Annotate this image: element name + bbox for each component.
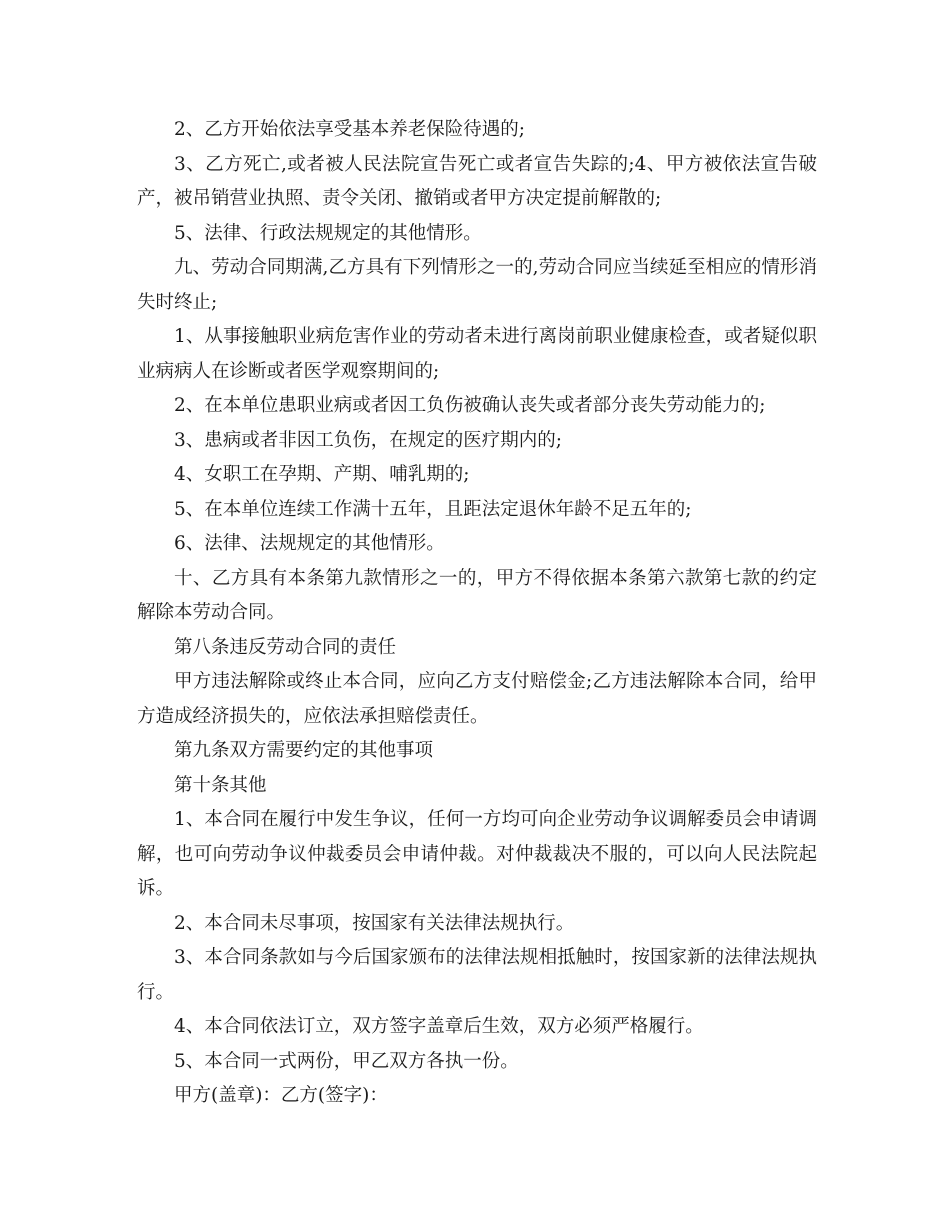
clause-paragraph: 3、乙方死亡,或者被人民法院宣告死亡或者宣告失踪的;4、甲方被依法宣告破产，被吊销营业执照、责令关闭、撤销或者甲方决定提前解散的;: [137, 153, 817, 209]
clause-paragraph: 6、法律、法规规定的其他情形。: [174, 533, 445, 554]
clause-paragraph: 5、法律、行政法规规定的其他情形。: [174, 222, 482, 244]
clause-paragraph: 3、患病或者非因工负伤，在规定的医疗期内的;: [174, 429, 563, 451]
clause-paragraph: 1、本合同在履行中发生争议，任何一方均可向企业劳动争议调解委员会申请调解，也可向劳动争议仲裁委员会申请仲裁。对仲裁裁决不服的，可以向人民法院起诉。: [137, 809, 817, 899]
clause-paragraph: 4、本合同依法订立，双方签字盖章后生效，双方必须严格履行。: [174, 1016, 704, 1037]
clause-paragraph: 九、劳动合同期满,乙方具有下列情形之一的,劳动合同应当续延至相应的情形消失时终止;: [137, 257, 817, 313]
clause-paragraph: 3、本合同条款如与今后国家颁布的法律法规相抵触时，按国家新的法律法规执行。: [137, 947, 817, 1003]
clause-paragraph: 甲方违法解除或终止本合同，应向乙方支付赔偿金;乙方违法解除本合同，给甲方造成经济损失的，应依法承担赔偿责任。: [137, 671, 817, 727]
clause-paragraph: 2、本合同未尽事项，按国家有关法律法规执行。: [174, 912, 575, 934]
signature-line: 甲方(盖章)：乙方(签字)：: [174, 1085, 388, 1106]
section-heading: 第十条其他: [174, 774, 267, 796]
clause-paragraph: 5、在本单位连续工作满十五年，且距法定退休年龄不足五年的;: [174, 498, 692, 520]
clause-paragraph: 2、乙方开始依法享受基本养老保险待遇的;: [174, 119, 526, 140]
section-heading: 第九条双方需要约定的其他事项: [174, 740, 434, 761]
clause-paragraph: 2、在本单位患职业病或者因工负伤被确认丧失或者部分丧失劳动能力的;: [174, 395, 766, 416]
document-body: [137, 113, 817, 1114]
clause-paragraph: 4、女职工在孕期、产期、哺乳期的;: [174, 464, 470, 485]
clause-paragraph: 1、从事接触职业病危害作业的劳动者未进行离岗前职业健康检查，或者疑似职业病病人在诊断或者医学观察期间的;: [137, 326, 817, 382]
clause-paragraph: 5、本合同一式两份，甲乙双方各执一份。: [174, 1050, 519, 1072]
clause-paragraph: 十、乙方具有本条第九款情形之一的，甲方不得依据本条第六款第七款的约定解除本劳动合同。: [137, 567, 817, 623]
section-heading: 第八条违反劳动合同的责任: [174, 636, 397, 658]
